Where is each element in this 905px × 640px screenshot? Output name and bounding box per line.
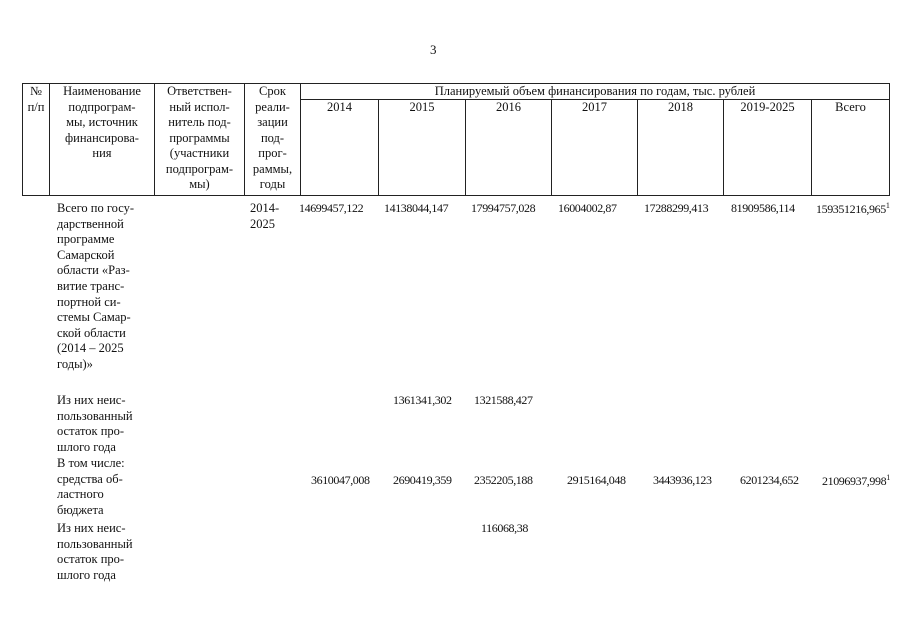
table-cell-value: 116068,38 <box>481 521 528 535</box>
table-cell-value: 1361341,302 <box>393 393 452 407</box>
header-year: 2016 <box>496 100 521 114</box>
header-year: 2014 <box>327 100 352 114</box>
row-name: В том числе: средства об- ластного бюджета <box>57 456 125 517</box>
footnote-mark: 1 <box>886 473 890 482</box>
row-name: Всего по госу- дарственной программе Самарской области «Раз- витие транс- портной си- стемы Самар- ской области (2014 – 2025 годы)» <box>57 201 135 371</box>
table-cell-value: 81909586,114 <box>731 201 795 215</box>
header-col-name: Наименование подпрограм- мы, источник финансирова- ния <box>63 84 141 160</box>
table-cell-total: 21096937,998$^1$ <box>822 473 890 488</box>
table-cell-value: 16004002,87 <box>558 201 617 215</box>
header-year: 2017 <box>582 100 607 114</box>
table-cell-value: 17288299,413 <box>644 201 709 215</box>
table-cell-value: 2915164,048 <box>567 473 626 487</box>
row-name: Из них неис- пользованный остаток про- шлого года <box>57 393 133 454</box>
table-cell-value: 3610047,008 <box>311 473 370 487</box>
row-term: 2014- 2025 <box>250 201 280 231</box>
table-cell-value: 2352205,188 <box>474 473 533 487</box>
header-col-num: № п/п <box>27 84 45 114</box>
header-total: Всего <box>835 100 866 114</box>
header-col-responsible: Ответствен- ный испол- нитель под- программы (участники подпрограм- мы) <box>165 84 234 191</box>
table-cell-value: 3443936,123 <box>653 473 712 487</box>
header-year: 2015 <box>409 100 435 114</box>
header-bottom-border <box>22 195 890 196</box>
footnote-mark: 1 <box>885 201 890 210</box>
header-year: 2018 <box>668 100 693 114</box>
page-number: 3 <box>430 42 437 57</box>
table-cell-value: 2690419,359 <box>393 473 452 487</box>
table-cell-value: 17994757,028 <box>471 201 536 215</box>
row-name: Из них неис- пользованный остаток про- шлого года <box>57 521 133 582</box>
header-group-title: Планируемый объем финансирования по годам, тыс. рублей <box>434 84 756 98</box>
header-col-term: Срок реали- зации под- прог- раммы, годы <box>252 84 293 191</box>
table-header <box>22 83 890 196</box>
table-cell-value: 6201234,652 <box>740 473 799 487</box>
table-cell-value: 1321588,427 <box>474 393 533 407</box>
table-cell-total: 159351216,965$^1$ <box>816 201 890 216</box>
header-year: 2019-2025 <box>740 100 795 114</box>
table-cell-value: 14138044,147 <box>384 201 449 215</box>
table-cell-value: 14699457,122 <box>299 201 364 215</box>
col-border <box>889 83 890 196</box>
